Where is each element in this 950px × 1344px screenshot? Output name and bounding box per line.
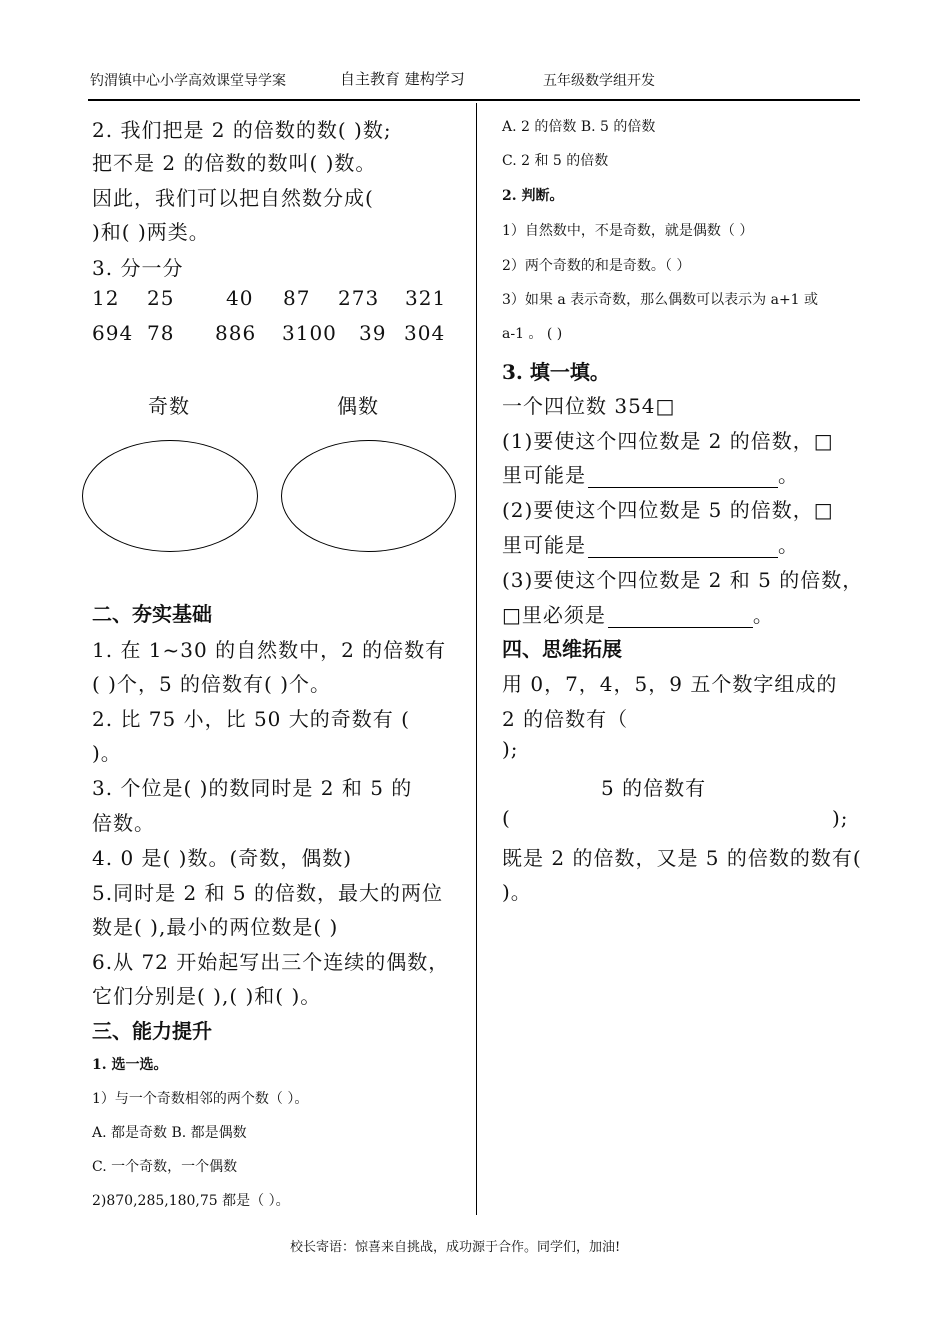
think-line5-open: ( <box>502 806 511 830</box>
header-group: 五年级数学组开发 <box>543 73 655 89</box>
header-motto: 自主教育 建构学习 <box>340 70 465 88</box>
fill-3-answer-blank[interactable] <box>608 607 753 628</box>
s2-q2-line1: 2. 比 75 小，比 50 大的奇数有 ( <box>92 707 410 731</box>
s2-q4: 4. 0 是( )数。(奇数，偶数) <box>92 846 353 870</box>
fill-1-line1: (1)要使这个四位数是 2 的倍数，□ <box>502 429 834 453</box>
footer-motto: 校长寄语：惊喜来自挑战，成功源于合作。同学们，加油! <box>290 1240 621 1255</box>
section4-title: 四、思维拓展 <box>502 637 622 661</box>
s2-q6-line2: 它们分别是( ),( )和( )。 <box>92 984 322 1008</box>
fill-3-period: 。 <box>752 603 774 627</box>
header-school: 钓渭镇中心小学高效课堂导学案 <box>90 73 286 89</box>
fill-3-line2 <box>502 599 774 628</box>
fill-2-line2 <box>502 529 799 558</box>
s2-q6-line1: 6.从 72 开始起写出三个连续的偶数， <box>92 950 450 974</box>
q2-line2: 把不是 2 的倍数的数叫( )数。 <box>92 151 377 175</box>
fill-2-period: 。 <box>778 533 799 557</box>
section3-title: 三、能力提升 <box>92 1019 212 1043</box>
q2-line1: 2. 我们把是 2 的倍数的数( )数; <box>92 118 392 142</box>
number-cell: 694 <box>92 321 134 345</box>
fill-3-line1: (3)要使这个四位数是 2 和 5 的倍数， <box>502 568 864 592</box>
number-cell: 3100 <box>282 321 337 345</box>
odd-label: 奇数 <box>148 394 190 418</box>
number-cell: 87 <box>283 286 311 310</box>
q2-line3: 因此，我们可以把自然数分成( <box>92 186 374 210</box>
think-line4: 5 的倍数有 <box>601 776 707 800</box>
s3-q1-title: 1. 选一选。 <box>92 1057 168 1073</box>
s3-q1-item1-option-c: C. 一个奇数，一个偶数 <box>92 1159 238 1175</box>
number-cell: 304 <box>404 321 446 345</box>
r-options-ab: A. 2 的倍数 B. 5 的倍数 <box>502 119 656 135</box>
s2-q5-line2: 数是( ),最小的两位数是( ) <box>92 915 339 939</box>
judge-item3-line2: a-1 。 ( ) <box>502 326 563 342</box>
fill-intro: 一个四位数 354□ <box>502 394 676 418</box>
s2-q3-line2: 倍数。 <box>92 811 155 835</box>
s3-q1-item1: 1）与一个奇数相邻的两个数（ ）。 <box>92 1091 309 1107</box>
s2-q2-line2: )。 <box>92 741 122 765</box>
fill-2-answer-blank[interactable] <box>588 537 778 558</box>
fill-title: 3. 填一填。 <box>502 360 610 384</box>
number-cell: 273 <box>338 286 380 310</box>
s3-q1-item1-options-ab: A. 都是奇数 B. 都是偶数 <box>92 1125 247 1141</box>
think-line6: 既是 2 的倍数，又是 5 的倍数的数有( <box>502 846 862 870</box>
s2-q3-line1: 3. 个位是( )的数同时是 2 和 5 的 <box>92 776 413 800</box>
number-cell: 12 <box>92 286 120 310</box>
judge-item2: 2）两个奇数的和是奇数。（ ） <box>502 258 691 274</box>
think-line2: 2 的倍数有（ <box>502 707 629 731</box>
header-divider <box>88 99 860 101</box>
odd-ellipse <box>82 440 258 552</box>
s2-q1-line1: 1. 在 1~30 的自然数中，2 的倍数有 <box>92 638 447 662</box>
number-cell: 78 <box>147 321 175 345</box>
r-option-c: C. 2 和 5 的倍数 <box>502 153 609 169</box>
think-line3: ); <box>502 737 519 761</box>
fill-2-label: 里可能是 <box>502 533 586 557</box>
q2-line4: )和( )两类。 <box>92 220 210 244</box>
q3-title: 3. 分一分 <box>92 256 184 280</box>
s2-q5-line1: 5.同时是 2 和 5 的倍数，最大的两位 <box>92 881 443 905</box>
column-divider <box>476 103 477 1215</box>
number-cell: 40 <box>226 286 254 310</box>
fill-1-period: 。 <box>778 463 799 487</box>
judge-item3-line1: 3）如果 a 表示奇数，那么偶数可以表示为 a+1 或 <box>502 292 819 308</box>
fill-2-line1: (2)要使这个四位数是 5 的倍数，□ <box>502 498 834 522</box>
number-cell: 25 <box>147 286 175 310</box>
judge-item1: 1）自然数中，不是奇数，就是偶数（ ） <box>502 223 754 239</box>
fill-1-line2 <box>502 459 799 488</box>
judge-title: 2. 判断。 <box>502 188 564 204</box>
number-cell: 321 <box>405 286 447 310</box>
fill-3-label: □里必须是 <box>502 603 606 627</box>
s3-q1-item2: 2)870,285,180,75 都是（ ）。 <box>92 1193 290 1209</box>
fill-1-label: 里可能是 <box>502 463 586 487</box>
think-line7: )。 <box>502 880 532 904</box>
think-line5-close: ); <box>832 806 849 830</box>
number-cell: 39 <box>359 321 387 345</box>
fill-1-answer-blank[interactable] <box>588 467 778 488</box>
think-line1: 用 0，7，4，5，9 五个数字组成的 <box>502 672 838 696</box>
section2-title: 二、夯实基础 <box>92 602 212 626</box>
number-cell: 886 <box>215 321 257 345</box>
even-ellipse <box>281 440 456 552</box>
even-label: 偶数 <box>337 394 379 418</box>
s2-q1-line2: ( )个，5 的倍数有( )个。 <box>92 672 332 696</box>
